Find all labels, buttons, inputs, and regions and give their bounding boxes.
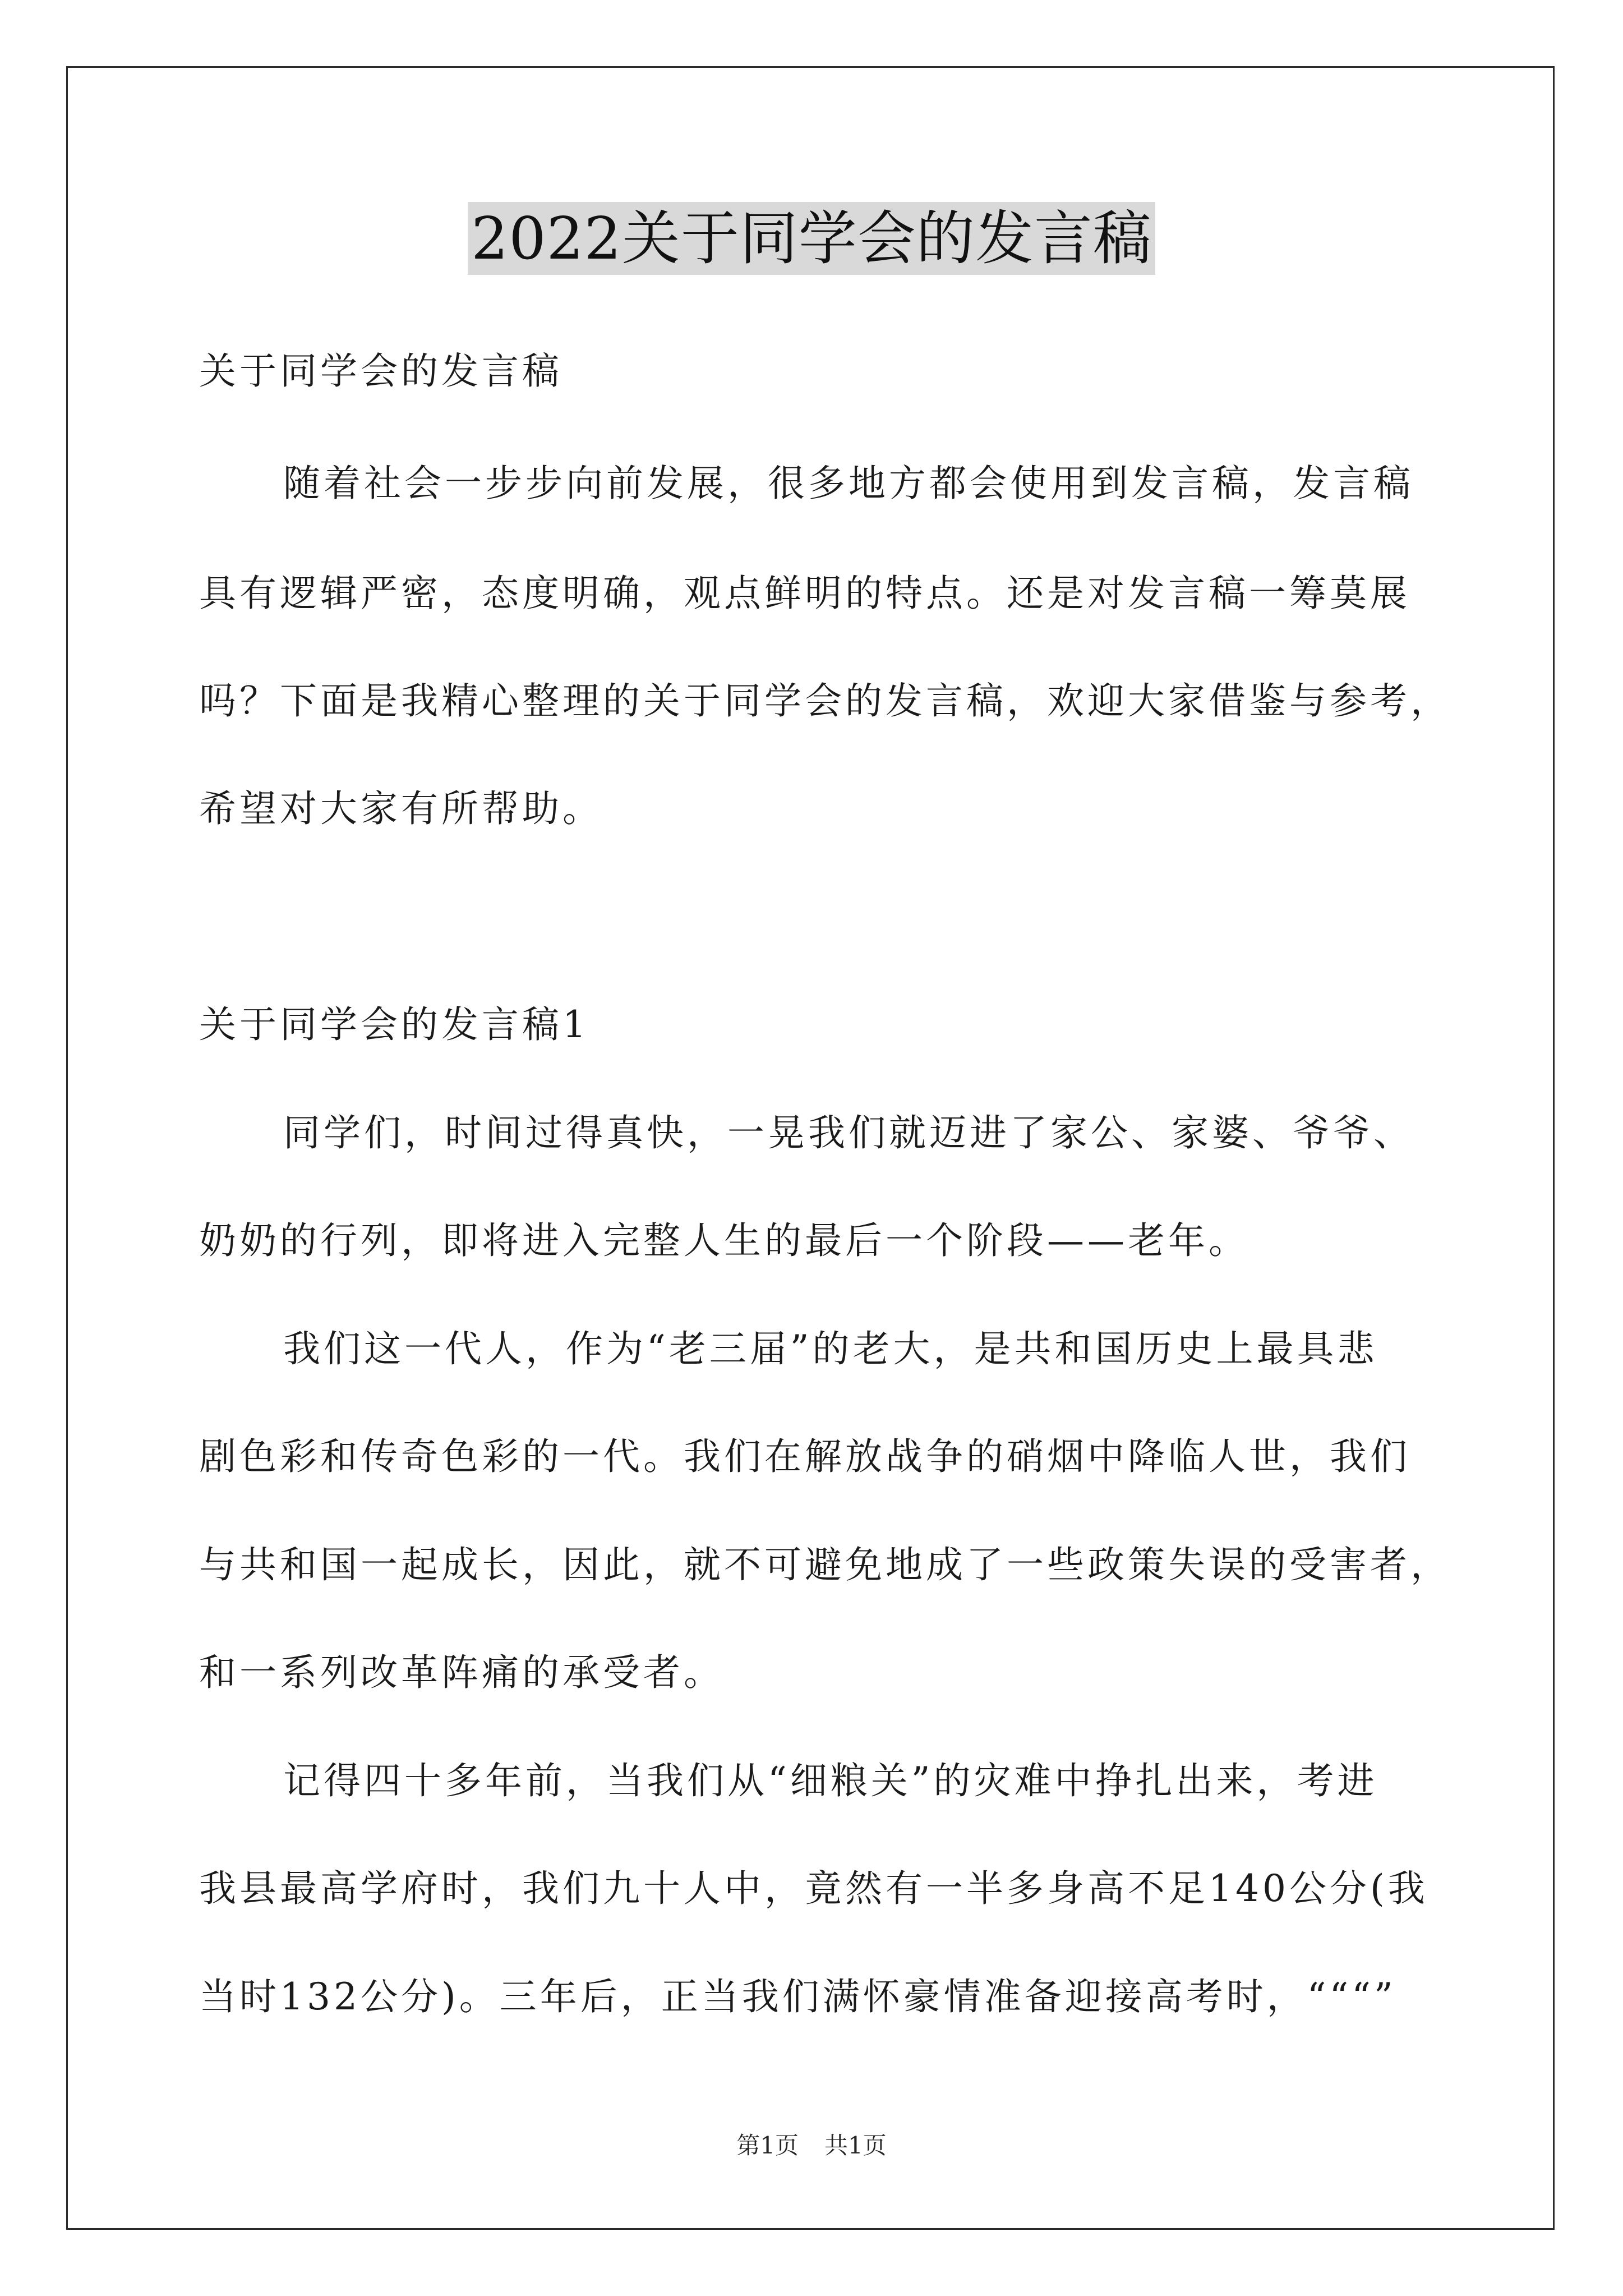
paragraph-line: 吗？下面是我精心整理的关于同学会的发言稿，欢迎大家借鉴与参考， (199, 679, 1451, 723)
paragraph-line: 同学们，时间过得真快，一晃我们就迈进了家公、家婆、爷爷、 (283, 1111, 1414, 1154)
paragraph-line: 剧色彩和传奇色彩的一代。我们在解放战争的硝烟中降临人世，我们 (199, 1435, 1410, 1478)
paragraph-line: 当时132公分)。三年后，正当我们满怀豪情准备迎接高考时，“““” (199, 1975, 1396, 2018)
paragraph-line: 希望对大家有所帮助。 (199, 787, 603, 830)
document-title: 2022关于同学会的发言稿 (468, 202, 1155, 275)
page-footer (0, 2132, 1623, 2160)
paragraph-line: 我们这一代人，作为“老三届”的老大，是共和国历史上最具悲 (283, 1327, 1378, 1370)
paragraph-line: 与共和国一起成长，因此，就不可避免地成了一些政策失误的受害者， (199, 1543, 1451, 1586)
paragraph-line: 随着社会一步步向前发展，很多地方都会使用到发言稿，发言稿 (283, 462, 1414, 505)
paragraph-line: 和一系列改革阵痛的承受者。 (199, 1651, 724, 1694)
section-heading: 关于同学会的发言稿1 (199, 1003, 589, 1046)
paragraph-line: 具有逻辑严密，态度明确，观点鲜明的特点。还是对发言稿一筹莫展 (199, 572, 1410, 615)
page-total: 共1页 (824, 2132, 887, 2159)
paragraph-line: 记得四十多年前，当我们从“细粮关”的灾难中挣扎出来，考进 (283, 1759, 1378, 1802)
title-block (0, 202, 1623, 275)
paragraph-line: 奶奶的行列，即将进入完整人生的最后一个阶段——老年。 (199, 1219, 1249, 1262)
paragraph-line: 我县最高学府时，我们九十人中，竟然有一半多身高不足140公分(我 (199, 1867, 1428, 1910)
page-number: 第1页 (736, 2132, 799, 2159)
subtitle: 关于同学会的发言稿 (199, 349, 562, 393)
